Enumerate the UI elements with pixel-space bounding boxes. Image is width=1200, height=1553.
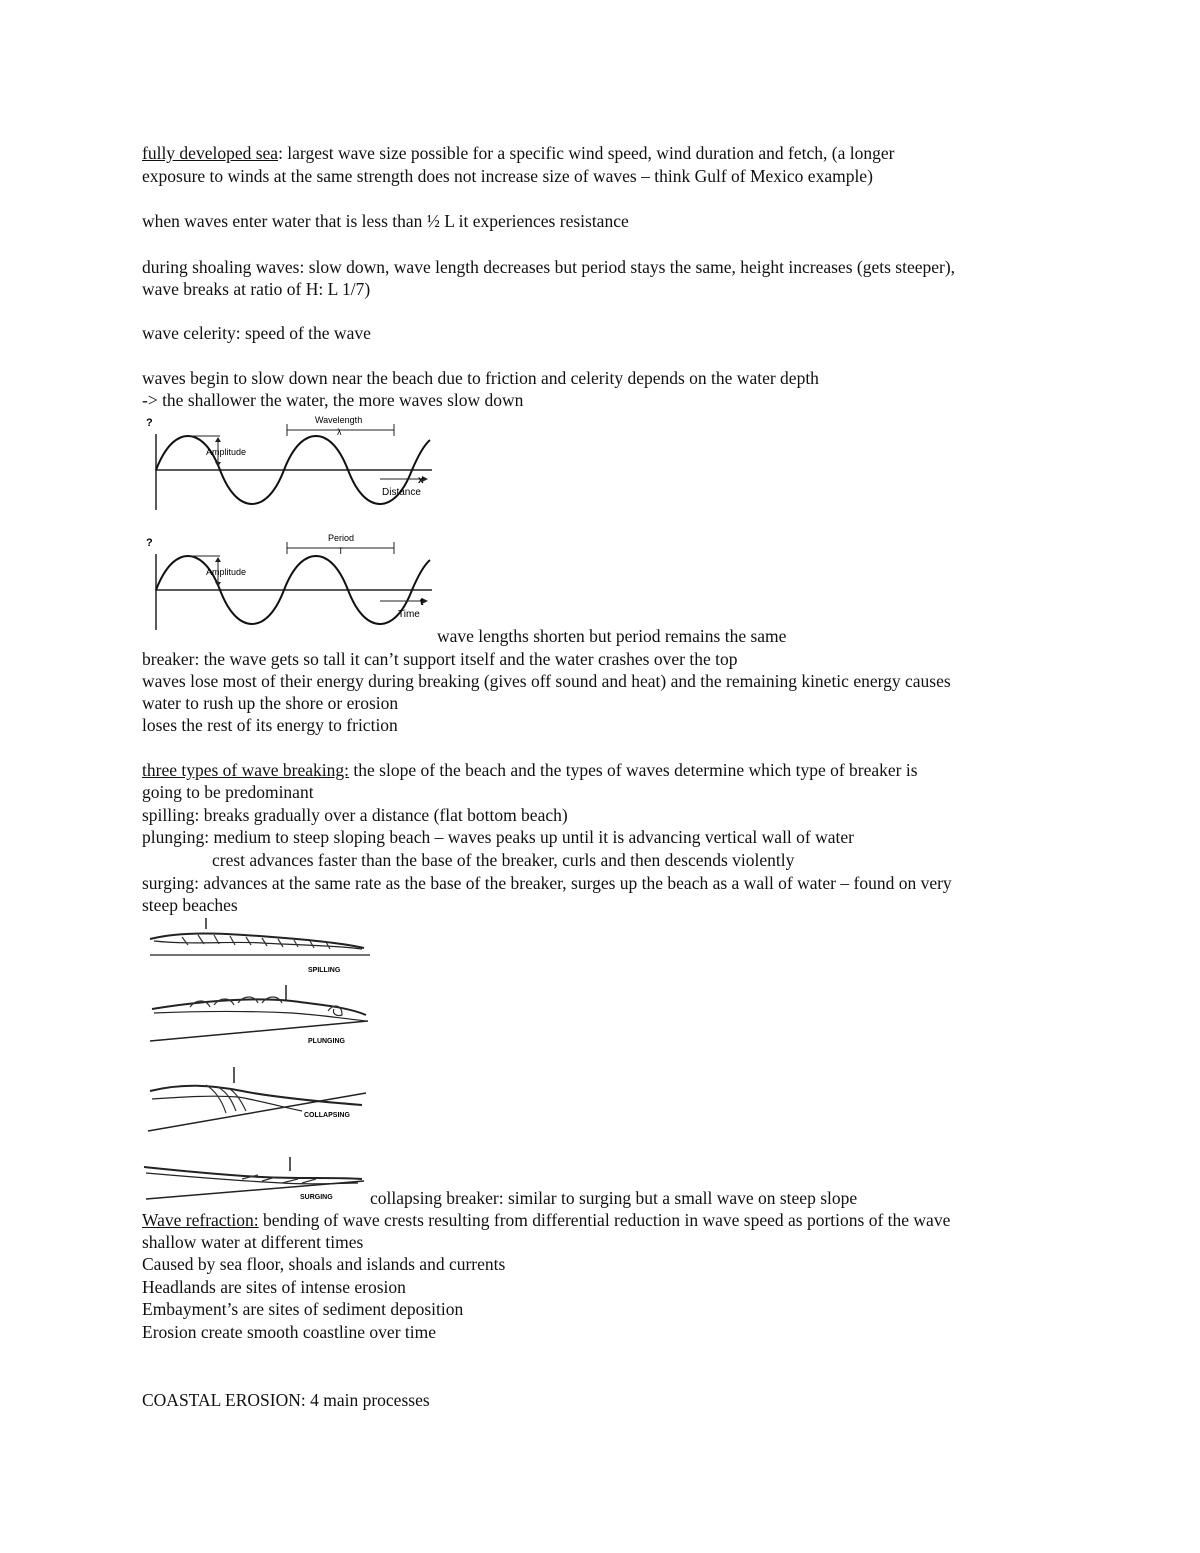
paragraph-line: loses the rest of its energy to friction [142,715,398,735]
paragraph-celerity: wave celerity: speed of the wave [142,323,371,343]
y-axis-label: ? [146,417,153,429]
period-diagram [140,532,440,632]
paragraph-headlands: Headlands are sites of intense erosion [142,1277,406,1297]
paragraph-fully-developed-sea [142,142,894,164]
definition-text: bending of wave crests resulting from differential reduction in wave speed as portions of the wave [258,1210,951,1230]
paragraph-line: wave breaks at ratio of H: L 1/7) [142,279,371,299]
paragraph-slow-down: waves begin to slow down near the beach due to friction and celerity depends on the water depth [142,368,819,388]
paragraph-line: going to be predominant [142,782,314,802]
paragraph-surging: surging: advances at the same rate as the base of the breaker, surges up the beach as a wall of water – found on very [142,873,952,893]
surging-label: SURGING [300,1194,333,1201]
paragraph-breaker: breaker: the wave gets so tall it can’t support itself and the water crashes over the top [142,649,738,669]
paragraph-plunging-detail: crest advances faster than the base of the breaker, curls and then descends violently [212,850,795,870]
plunging-breaker [150,985,368,1045]
paragraph-causes: Caused by sea floor, shoals and islands and currents [142,1254,506,1274]
paragraph-spilling: spilling: breaks gradually over a distance (flat bottom beach) [142,805,568,825]
definition-text: the slope of the beach and the types of waves determine which type of breaker is [349,760,918,780]
paragraph-line: shallow water at different times [142,1232,364,1252]
lambda-symbol: λ [337,427,342,437]
x-variable: x [418,475,424,486]
paragraph-resistance: when waves enter water that is less than ½ L it experiences resistance [142,211,629,231]
paragraph-energy: waves lose most of their energy during breaking (gives off sound and heat) and the remaining kinetic energy causes [142,671,951,691]
paragraph-wave-refraction [142,1209,950,1231]
paragraph-embayments: Embayment’s are sites of sediment deposition [142,1299,464,1319]
wavelength-label: Wavelength [315,415,363,425]
x-variable: t [420,597,424,608]
definition-text: : largest wave size possible for a specific wind speed, wind duration and fetch, (a longer [278,143,895,163]
spilling-breaker [150,918,370,974]
amplitude-label: Amplitude [206,567,247,577]
time-label: Time [398,609,420,620]
arrow-head [215,437,221,442]
spilling-label: SPILLING [308,967,341,974]
arrow-head [215,557,221,562]
paragraph-line: water to rush up the shore or erosion [142,693,399,713]
surging-breaker [144,1157,364,1201]
breaker-types-diagram [142,915,374,1205]
section-heading-coastal-erosion: COASTAL EROSION: 4 main processes [142,1390,430,1410]
term-three-types: three types of wave breaking: [142,760,350,780]
collapsing-breaker [148,1067,366,1131]
period-symbol: T [338,546,344,556]
collapsing-label: COLLAPSING [304,1112,350,1119]
period-label: Period [328,533,355,543]
paragraph-shoaling: during shoaling waves: slow down, wave length decreases but period stays the same, height increases (gets steeper), [142,257,956,277]
plunging-label: PLUNGING [308,1038,345,1045]
arrow-head [215,582,221,587]
paragraph-plunging: plunging: medium to steep sloping beach – waves peaks up until it is advancing vertical wall of water [142,827,854,847]
arrow-head [215,462,221,467]
figure-caption-breaker: collapsing breaker: similar to surging but a small wave on steep slope [370,1188,858,1208]
y-axis-label: ? [146,537,153,549]
wavelength-diagram [140,412,440,512]
term-fully-developed-sea: fully developed sea [142,143,279,163]
paragraph-erosion: Erosion create smooth coastline over time [142,1322,437,1342]
amplitude-label: Amplitude [206,447,247,457]
paragraph-line: steep beaches [142,895,238,915]
paragraph-line: -> the shallower the water, the more waves slow down [142,390,524,410]
paragraph-line: exposure to winds at the same strength does not increase size of waves – think Gulf of Mexico example) [142,166,873,186]
paragraph-three-types [142,759,918,781]
distance-label: Distance [382,487,421,498]
term-wave-refraction: Wave refraction: [142,1210,259,1230]
figure-caption-wave: wave lengths shorten but period remains the same [437,626,787,646]
